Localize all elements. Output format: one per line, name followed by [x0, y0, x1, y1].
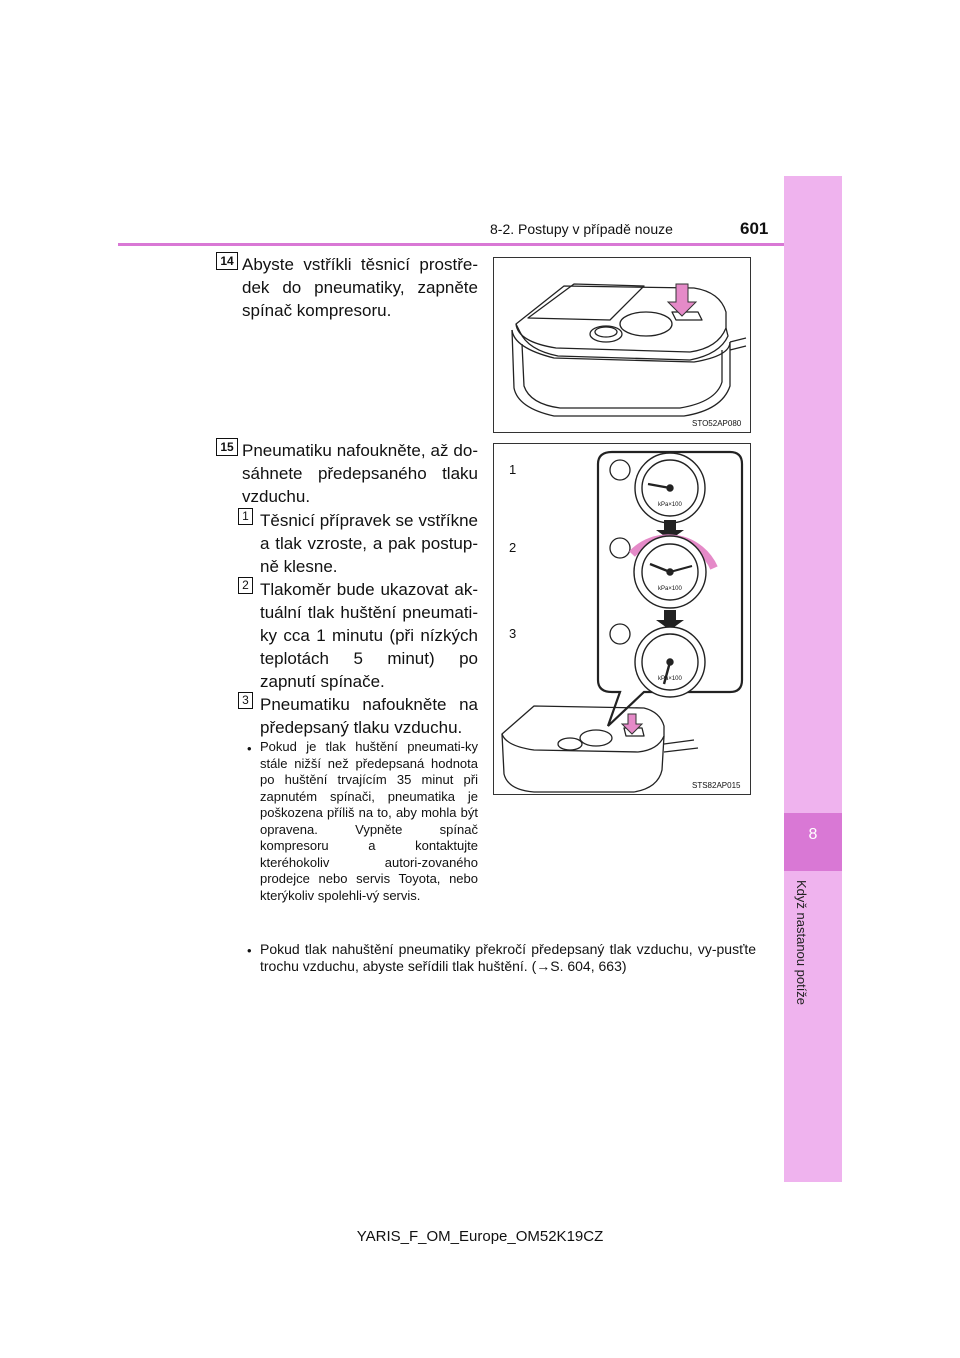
figure-pressure-gauges [493, 443, 751, 795]
gauges-illustration [494, 444, 750, 794]
header-divider [118, 243, 784, 246]
substep-3-text: Pneumatiku nafoukněte na předepsaný tlaku vzduchu. [260, 695, 478, 737]
figure-label-2: 2 [509, 540, 517, 555]
page-number: 601 [740, 219, 769, 238]
step-15-text: Pneumatiku nafoukněte, až do-sáhnete předepsaného tlaku vzduchu. [242, 441, 478, 506]
label-circle-3 [610, 624, 630, 644]
gauge-unit-3: kPa×100 [658, 676, 682, 682]
substep-1-text: Těsnicí přípravek se vstříkne a tlak vzroste, a pak postup-ně klesne. [260, 511, 478, 576]
substep-2-text: Tlakoměr bude ukazovat ak-tuální tlak huštění pneumati-ky cca 1 minutu (při nízkých teplotách 5 minut) po zapnutí spínače. [260, 580, 478, 691]
section-title: 8-2. Postupy v případě nouze [490, 221, 673, 237]
substep-badge-1: 1 [238, 508, 253, 525]
note-pressure-high: Pokud tlak nahuštění pneumatiky překročí předepsaný tlak vzduchu, vy-pusťte trochu vzduchu, abyste seřídili tlak huštění. (→S. 604, 663) [260, 941, 756, 974]
label-circle-2 [610, 538, 630, 558]
gauge-unit-1: kPa×100 [658, 502, 682, 508]
gauge-unit-2: kPa×100 [658, 586, 682, 592]
substep-badge-2: 2 [238, 577, 253, 594]
compressor-illustration [494, 258, 750, 432]
chapter-number: 8 [808, 826, 818, 843]
figure-label-1: 1 [509, 462, 517, 477]
substep-badge-3: 3 [238, 692, 253, 709]
bullet-marker: • [247, 943, 252, 958]
label-circle-1 [610, 460, 630, 480]
bullet-marker: • [247, 741, 252, 756]
step-badge-15: 15 [216, 438, 238, 456]
document-id: YARIS_F_OM_Europe_OM52K19CZ [356, 1228, 604, 1245]
step-14-text: Abyste vstříkli těsnicí prostře-dek do pneumatiky, zapněte spínač kompresoru. [242, 255, 478, 320]
chapter-title: Když nastanou potíže [794, 880, 809, 1006]
figure-code: STO52AP080 [692, 419, 742, 428]
figure-label-3: 3 [509, 626, 517, 641]
step-badge-14: 14 [216, 252, 238, 270]
figure-compressor-switch [493, 257, 751, 433]
note-pressure-low: Pokud je tlak huštění pneumati-ky stále nižší než předepsaná hodnota po huštění trvajícím 35 minut při zapnutém spínači, pneumatika je poškozena příliš na to, aby mohla být opravena. Vypněte spínač kompresoru a kontaktujte kteréhokoliv autori-zovaného prodejce nebo servis Toyota, nebo kterýkoliv spolehli-vý servis. [260, 739, 478, 903]
figure-code: STS82AP015 [692, 781, 741, 790]
